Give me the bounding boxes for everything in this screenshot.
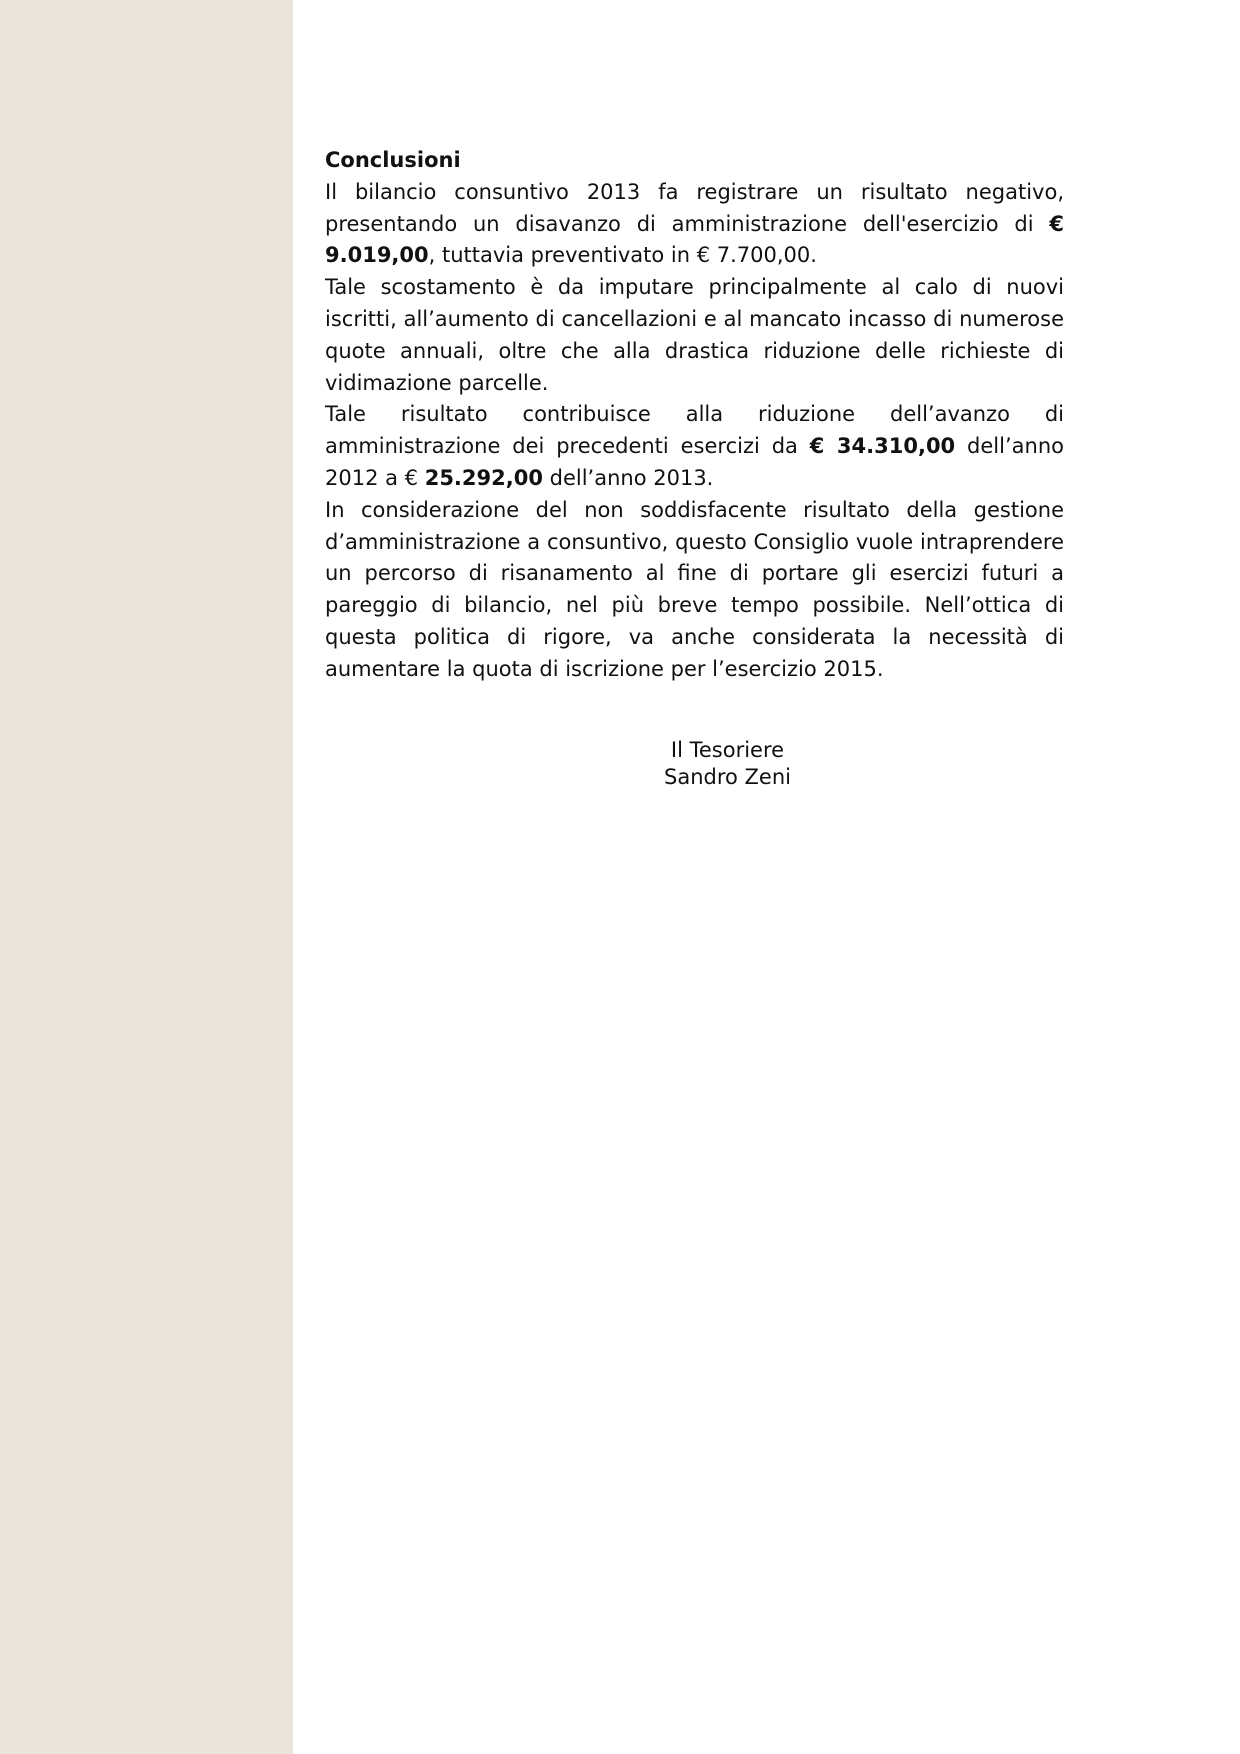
paragraph-surplus-text-3: dell’anno 2013. <box>542 465 714 490</box>
paragraph-result-text-1: Il bilancio consuntivo 2013 fa registrare un risultato negativo, presentando un disavanzo di amministrazione dell'esercizio di <box>325 179 1064 236</box>
paragraph-result-text-2: , tuttavia preventivato in € 7.700,00. <box>428 243 817 268</box>
side-band <box>0 0 293 1754</box>
paragraph-deviation: Tale scostamento è da imputare principalmente al calo di nuovi iscritti, all’aumento di cancellazioni e al mancato incasso di numerose quote annuali, oltre che alla drastica riduzione delle richieste di vidimazione parcelle. <box>325 275 1064 395</box>
conclusions-section <box>325 145 1064 686</box>
paragraph-result <box>325 177 1064 272</box>
surplus-2012-amount: € 34.310,00 <box>809 434 956 459</box>
signature-role: Il Tesoriere <box>670 738 785 762</box>
paragraph-surplus-text-1: Tale risultato contribuisce alla riduzione dell’avanzo di amministrazione dei precedenti esercizi da <box>325 402 1064 459</box>
signature-name: Sandro Zeni <box>664 765 791 789</box>
paragraph-surplus-text-2: dell’anno 2012 a € <box>325 434 1064 490</box>
deficit-amount: € 9.019,00 <box>325 211 1064 268</box>
section-heading: Conclusioni <box>325 148 461 172</box>
surplus-2013-amount: 25.292,00 <box>424 465 543 490</box>
paragraph-surplus <box>325 399 1064 494</box>
signature-block <box>600 737 855 791</box>
paragraph-considerations: In considerazione del non soddisfacente risultato della gestione d’amministrazione a consuntivo, questo Consiglio vuole intraprendere un percorso di risanamento al fine di portare gli esercizi futuri a pareggio di bilancio, nel più breve tempo possibile. Nell’ottica di questa politica di rigore, va anche considerata la necessità di aumentare la quota di iscrizione per l’esercizio 2015. <box>325 497 1064 681</box>
